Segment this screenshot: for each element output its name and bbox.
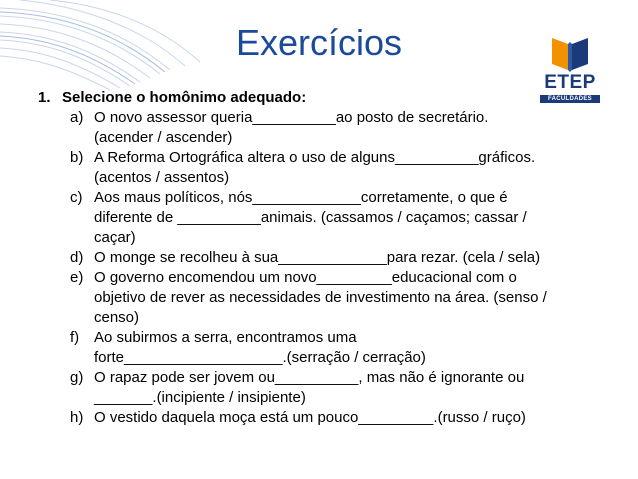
logo-subtitle: FACULDADES — [540, 95, 600, 103]
slide-title: Exercícios — [235, 22, 403, 63]
exercise-number: 1. — [38, 89, 51, 106]
item-line: forte___________________.(serração / cerração) — [94, 349, 426, 366]
item-line: caçar) — [94, 229, 136, 246]
item-line: O monge se recolheu à sua_____________para rezar. (cela / sela) — [94, 249, 541, 266]
item-letter: h) — [70, 409, 84, 426]
item-line: Aos maus políticos, nós_____________corretamente, o que é — [94, 189, 508, 206]
item-letter: d) — [70, 249, 84, 266]
item-text — [94, 248, 598, 268]
item-line: _______.(incipiente / insipiente) — [94, 389, 306, 406]
item-line: Ao subirmos a serra, encontramos uma — [94, 329, 357, 346]
exercise-item — [70, 248, 598, 268]
item-line: censo) — [94, 309, 140, 326]
item-letter: a) — [70, 109, 84, 126]
item-letter: f) — [70, 329, 80, 346]
item-line: objetivo de rever as necessidades de investimento na área. (senso / — [94, 289, 547, 306]
item-text — [94, 408, 598, 428]
item-text — [94, 328, 598, 368]
exercise-item — [70, 148, 598, 188]
exercise-item — [70, 328, 598, 368]
item-line: O novo assessor queria__________ao posto de secretário. — [94, 109, 489, 126]
exercise-item — [70, 408, 598, 428]
exercise-prompt-text: Selecione o homônimo adequado: — [62, 89, 307, 106]
exercise-item — [70, 188, 598, 248]
item-letter: c) — [70, 189, 83, 206]
logo-word: ETEP — [544, 72, 596, 93]
item-letter: e) — [70, 269, 84, 286]
exercise-item — [70, 368, 598, 408]
book-icon — [538, 32, 602, 72]
item-text — [94, 368, 598, 408]
item-text — [94, 108, 598, 148]
item-text — [94, 148, 598, 188]
item-line: (acentos / assentos) — [94, 169, 230, 186]
item-line: O governo encomendou um novo_________educacional com o — [94, 269, 517, 286]
item-line: O vestido daquela moça está um pouco_________.(russo / ruço) — [94, 409, 526, 426]
item-line: A Reforma Ortográfica altera o uso de alguns__________gráficos. — [94, 149, 536, 166]
item-line: (acender / ascender) — [94, 129, 233, 146]
item-text — [94, 268, 598, 328]
item-letter: g) — [70, 369, 84, 386]
item-text — [94, 188, 598, 248]
exercise-items — [38, 108, 598, 428]
item-letter: b) — [70, 149, 84, 166]
exercise-item — [70, 268, 598, 328]
exercise-prompt — [38, 88, 598, 108]
item-line: O rapaz pode ser jovem ou__________, mas não é ignorante ou — [94, 369, 525, 386]
exercise-content — [38, 88, 598, 428]
item-line: diferente de __________animais. (cassamos / caçamos; cassar / — [94, 209, 527, 226]
exercise-item — [70, 108, 598, 148]
